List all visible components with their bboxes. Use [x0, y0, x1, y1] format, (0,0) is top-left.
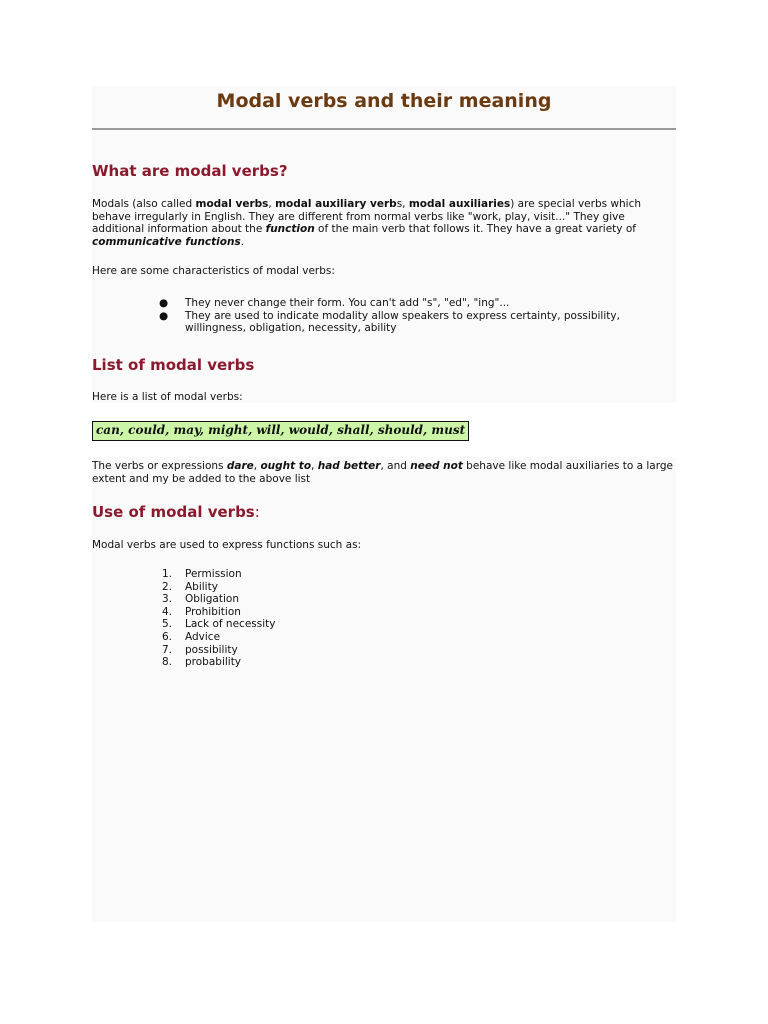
section-heading-what-are-modal-verbs: What are modal verbs? — [92, 162, 288, 180]
list-item: 4. Prohibition — [161, 605, 241, 618]
expressions-note: The verbs or expressions dare, ought to, had better, and need not behave like modal auxiliaries to a large extent and my be added to the above list — [92, 460, 674, 485]
list-item: 6. Advice — [161, 630, 221, 643]
page-title: Modal verbs and their meaning — [216, 90, 552, 112]
characteristics-list — [152, 297, 652, 335]
list-item: 3. Obligation — [161, 593, 239, 606]
section-heading-use-of-modal-verbs: Use of modal verbs: — [92, 503, 260, 521]
functions-intro: Modal verbs are used to express functions such as: — [92, 539, 362, 551]
list-item: 1. Permission — [161, 568, 242, 580]
functions-list — [152, 568, 652, 669]
list-item: 5. Lack of necessity — [161, 618, 276, 631]
list-item: ● They never change their form. You can't add "s", "ed", "ing"... — [159, 297, 510, 309]
list-intro: Here is a list of modal verbs: — [92, 391, 243, 403]
characteristics-intro: Here are some characteristics of modal verbs: — [92, 265, 335, 277]
title-divider — [92, 128, 676, 130]
bullet-icon: ● — [159, 297, 169, 309]
bullet-icon: ● — [159, 309, 169, 322]
list-item: 7. possibility — [161, 643, 238, 656]
list-item: 8. probability — [161, 656, 242, 669]
section-heading-list-of-modal-verbs: List of modal verbs — [92, 356, 255, 374]
modal-verbs-highlight-box: can, could, may, might, will, would, shall, should, must — [92, 421, 469, 441]
list-item: 2. Ability — [161, 580, 218, 593]
intro-paragraph: Modals (also called modal verbs, modal auxiliary verbs, modal auxiliaries) are special verbs which behave irregularly in English. They are different from normal verbs like "work, play, visit..." They give additional information about the function of the main verb that follows it. They have a great variety of communicative functions. — [92, 198, 642, 248]
document-page — [92, 86, 676, 922]
list-item: ● They are used to indicate modality allow speakers to express certainty, possibility, willingness, obligation, necessity, ability — [159, 309, 620, 335]
